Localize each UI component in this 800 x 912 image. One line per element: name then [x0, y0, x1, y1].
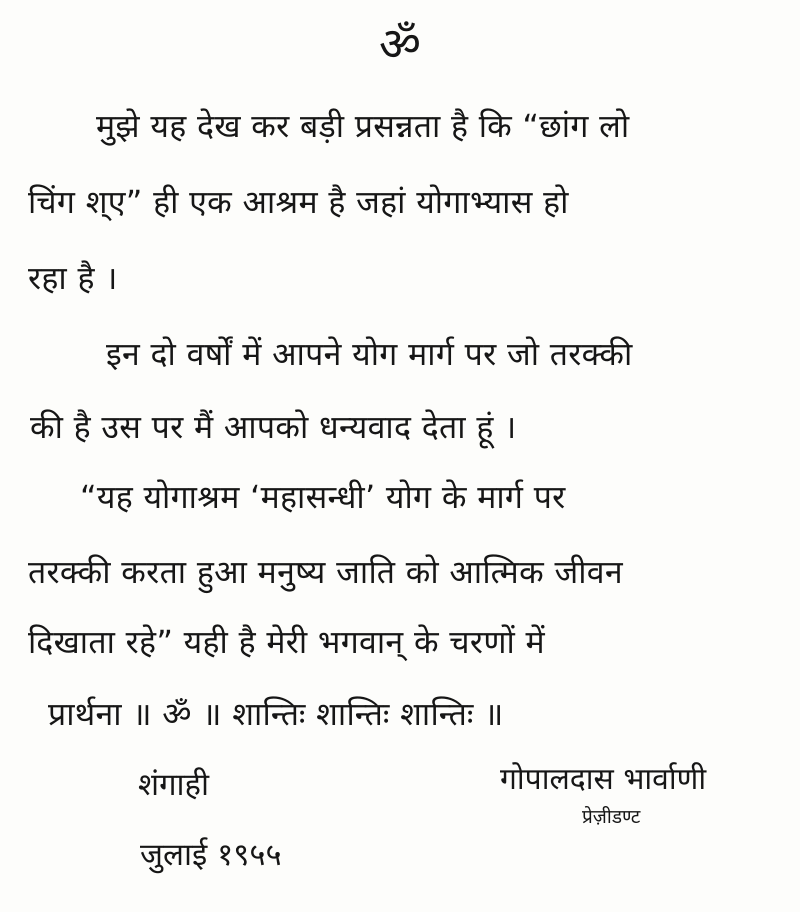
place-name: शंगाही	[138, 767, 210, 803]
paragraph-1-line-3: रहा है ।	[28, 259, 118, 297]
om-invocation: ॐ	[379, 17, 421, 71]
paragraph-3-line-2: तरक्की करता हुआ मनुष्य जाति को आत्मिक जीवन	[28, 553, 623, 591]
paragraph-1-line-2: चिंग श्ए” ही एक आश्रम है जहां योगाभ्यास हो	[28, 183, 569, 221]
paragraph-2-line-1: इन दो वर्षों में आपने योग मार्ग पर जो तरक्की	[106, 335, 633, 373]
letter-date: जुलाई १९५५	[140, 837, 282, 873]
paragraph-3-line-1: “यह योगाश्रम ‘महासन्धी’ योग के मार्ग पर	[80, 478, 566, 516]
paragraph-3-line-3: दिखाता रहे” यही है मेरी भगवान् के चरणों में	[28, 623, 545, 661]
paragraph-3-line-4: प्रार्थना ॥ ॐ ॥ शान्तिः शान्तिः शान्तिः ॥	[48, 695, 504, 733]
paragraph-2-line-2: की है उस पर मैं आपको धन्यवाद देता हूं ।	[30, 408, 517, 446]
paragraph-1-line-1: मुझे यह देख कर बड़ी प्रसन्नता है कि “छांग लो	[96, 107, 630, 145]
signature-name: गोपालदास भार्वाणी	[500, 762, 707, 797]
signature-title: प्रेज़ीडण्ट	[582, 806, 641, 828]
